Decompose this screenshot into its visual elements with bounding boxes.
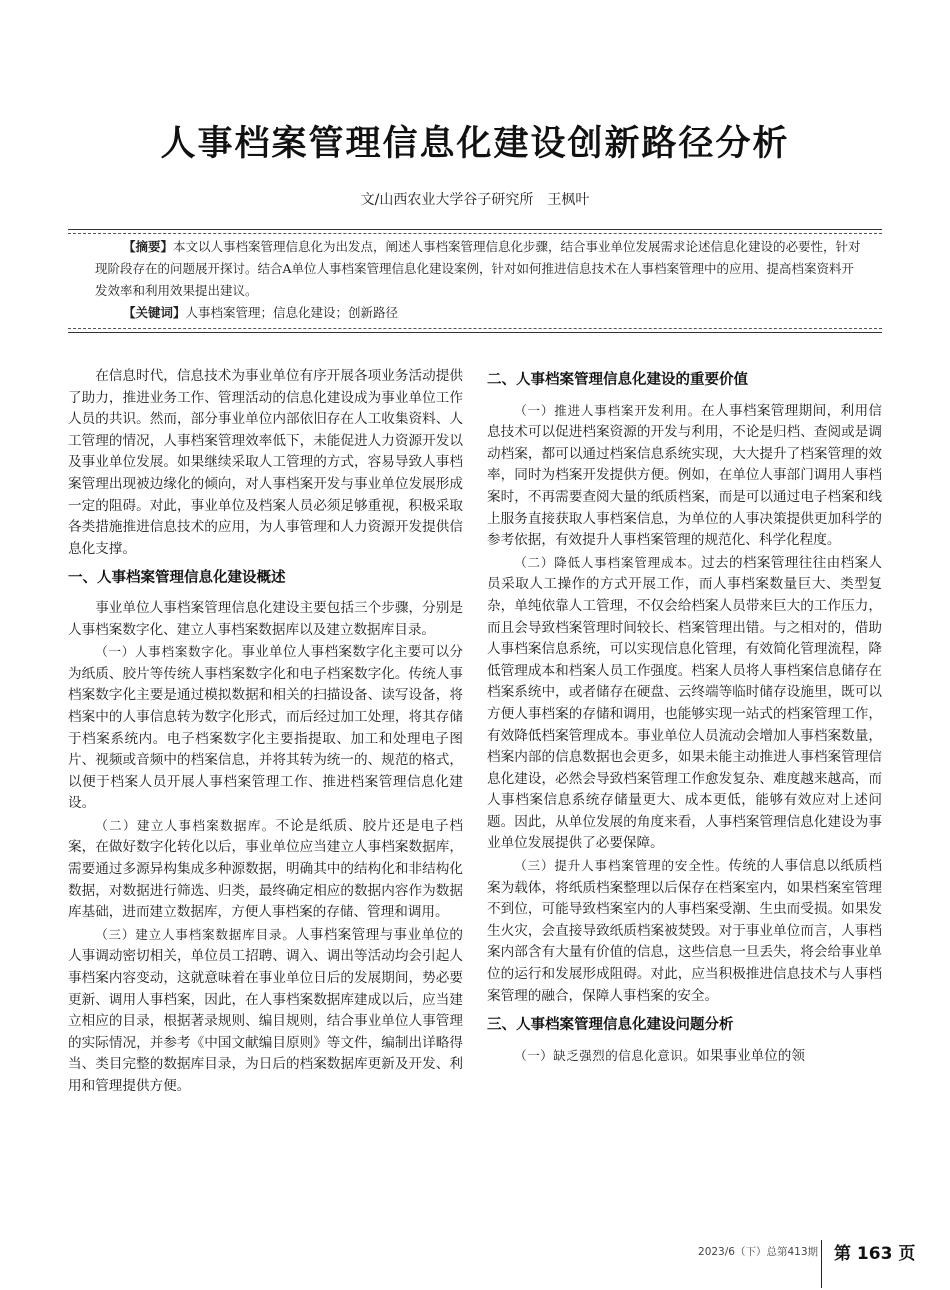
section-2-para-2 xyxy=(487,552,882,855)
left-column xyxy=(68,366,463,1098)
keywords-label: 【关键词】 xyxy=(123,305,186,320)
footer-separator xyxy=(821,1240,822,1288)
section-1-para-1 xyxy=(68,641,463,815)
subheading-label: （一）人事档案数字化。 xyxy=(95,644,242,660)
abstract-bottom-dashed-rule xyxy=(68,328,882,329)
section-2-heading: 二、人事档案管理信息化建设的重要价值 xyxy=(487,372,748,388)
page-number: 第 163 页 xyxy=(834,1244,916,1264)
paragraph-text: 传统的人事信息以纸质档案为载体，将纸质档案整理以后保存在档案室内，如果档案室管理不到位，可能导致档案室内的人事档案受潮、生虫而受损。如果发生火灾，会直接导致纸质档案被焚毁。对于事业单位而言，人事档案内部含有大量有价值的信息，这些信息一旦丢失，将会给事业单位的运行和发展形成阻碍。对此，应当积极推进信息技术与人事档案管理的融合，保障人事档案的安全。 xyxy=(487,858,882,1004)
section-1-heading: 一、人事档案管理信息化建设概述 xyxy=(68,570,286,587)
section-1-intro: 事业单位人事档案管理信息化建设主要包括三个步骤，分别是人事档案数字化、建立人事档案数据库以及建立数据库目录。 xyxy=(68,599,463,638)
subheading-label: （三）建立人事档案数据库目录。 xyxy=(95,926,296,942)
keywords-paragraph xyxy=(95,302,865,324)
abstract-top-dashed-rule xyxy=(68,233,882,234)
abstract-paragraph xyxy=(95,236,865,302)
issue-info: 2023/6（下）总第413期 xyxy=(698,1246,818,1258)
author-affiliation: 文/山西农业大学谷子研究所 xyxy=(360,192,534,208)
paragraph-text: 人事档案管理与事业单位的人事调动密切相关，单位员工招聘、调入、调出等活动均会引起人事档案内容变动，这就意味着在事业单位日后的发展期间，势必要更新、调用人事档案，因此，在人事档案数据库建成以后，应当建立相应的目录，根据著录规则、编目规则，结合事业单位人事管理的实际情况，并参考《中国文献编目原则》等文件，编制出详略得当、类目完整的数据库目录，为日后的档案数据库更新及开发、利用和管理提供方便。 xyxy=(68,926,463,1094)
subheading-label: （二）降低人事档案管理成本。 xyxy=(514,554,702,570)
abstract-text: 本文以人事档案管理信息化为出发点，阐述人事档案管理信息化步骤，结合事业单位发展需求论述信息化建设的必要性，针对现阶段存在的问题展开探讨。结合A单位人事档案管理信息化建设案例，针对如何推进信息技术在人事档案管理中的应用、提高档案资料开发效率和利用效果提出建议。 xyxy=(95,239,861,298)
intro-paragraph: 在信息时代，信息技术为事业单位有序开展各项业务活动提供了助力，推进业务工作、管理活动的信息化建设成为事业单位工作人员的共识。然而，部分事业单位内部依旧存在人工收集资料、人工管理的情况，人事档案管理效率低下，未能促进人力资源开发以及事业单位发展。如果继续采取人工管理的方式，容易导致人事档案管理出现被边缘化的倾向，对人事档案开发与事业单位发展形成一定的阻碍。对此，事业单位及档案人员必须足够重视，积极采取各类措施推进信息技术的应用，为人事管理和人力资源开发提供信息化支撑。 xyxy=(68,368,463,557)
page-footer xyxy=(0,1240,950,1264)
section-2-para-1 xyxy=(487,400,882,552)
article-title: 人事档案管理信息化建设创新路径分析 xyxy=(160,124,790,164)
abstract-block xyxy=(95,236,865,324)
subheading-label: （一）缺乏强烈的信息化意识。 xyxy=(514,1047,697,1063)
right-column xyxy=(487,370,882,1067)
paragraph-text: 在人事档案管理期间，利用信息技术可以促进档案资源的开发与利用，不论是归档、查阅或是调动档案，都可以通过档案信息系统实现，大大提升了档案管理的效率，同时为档案开发提供方便。例如，在单位人事部门调用人事档案时，不再需要查阅大量的纸质档案，而是可以通过电子档案和线上服务直接获取人事档案信息，为单位的人事决策提供更加科学的参考依据，有效提升人事档案管理的规范化、科学化程度。 xyxy=(487,402,882,549)
abstract-label: 【摘要】 xyxy=(123,239,174,254)
abstract-bottom-rule xyxy=(68,332,882,333)
abstract-top-rule xyxy=(68,229,882,230)
author-line xyxy=(0,189,950,209)
section-1-para-2 xyxy=(68,815,463,924)
paragraph-text: 如果事业单位的领 xyxy=(696,1047,805,1064)
section-1-para-3 xyxy=(68,924,463,1098)
section-3-para-1 xyxy=(487,1045,882,1068)
paragraph-text: 过去的档案管理往往由档案人员采取人工操作的方式开展工作，而人事档案数量巨大、类型复杂，单纯依靠人工管理，不仅会给档案人员带来巨大的工作压力，而且会导致档案管理时间较长、档案管理出错。与之相对的，借助人事档案信息系统，可以实现信息化管理，有效简化管理流程，降低管理成本和档案人员工作强度。档案人员将人事档案信息储存在档案系统中，或者储存在硬盘、云终端等临时储存设施里，既可以方便人事档案的存储和调用，也能够实现一站式的档案管理工作，有效降低档案管理成本。事业单位人员流动会增加人事档案数量，档案内部的信息数据也会更多，如果未能主动推进人事档案管理信息化建设，必然会导致档案管理工作愈发复杂、难度越来越高，而人事档案信息系统存储量更大、成本更低，能够有效应对上述问题。因此，从单位发展的角度来看，人事档案管理信息化建设为事业单位发展提供了必要保障。 xyxy=(487,554,882,852)
paragraph-text: 不论是纸质、胶片还是电子档案，在做好数字化转化以后，事业单位应当建立人事档案数据库，需要通过多源异构集成多种源数据，明确其中的结构化和非结构化数据，对数据进行筛选、归类，最终确定相应的数据内容作为数据库基础，进而建立数据库，方便人事档案的存储、管理和调用。 xyxy=(68,817,463,921)
subheading-label: （二）建立人事档案数据库。 xyxy=(95,817,276,833)
section-2-para-3 xyxy=(487,855,882,1007)
subheading-label: （三）提升人事档案管理的安全性。 xyxy=(514,858,729,874)
subheading-label: （一）推进人事档案开发利用。 xyxy=(514,402,702,418)
section-3-heading: 三、人事档案管理信息化建设问题分析 xyxy=(487,1017,734,1034)
keywords-text: 人事档案管理；信息化建设；创新路径 xyxy=(185,305,399,320)
author-name: 王枫叶 xyxy=(547,192,590,208)
paragraph-text: 事业单位人事档案数字化主要可以分为纸质、胶片等传统人事档案数字化和电子档案数字化。传统人事档案数字化主要是通过模拟数据和相关的扫描设备、读写设备，将档案中的人事信息转为数字化形式，而后经过加工处理，将其存储于档案系统内。电子档案数字化主要指提取、加工和处理电子图片、视频或音频中的档案信息，并将其转为统一的、规范的格式，以便于档案人员开展人事档案管理工作、推进档案管理信息化建设。 xyxy=(68,644,463,812)
